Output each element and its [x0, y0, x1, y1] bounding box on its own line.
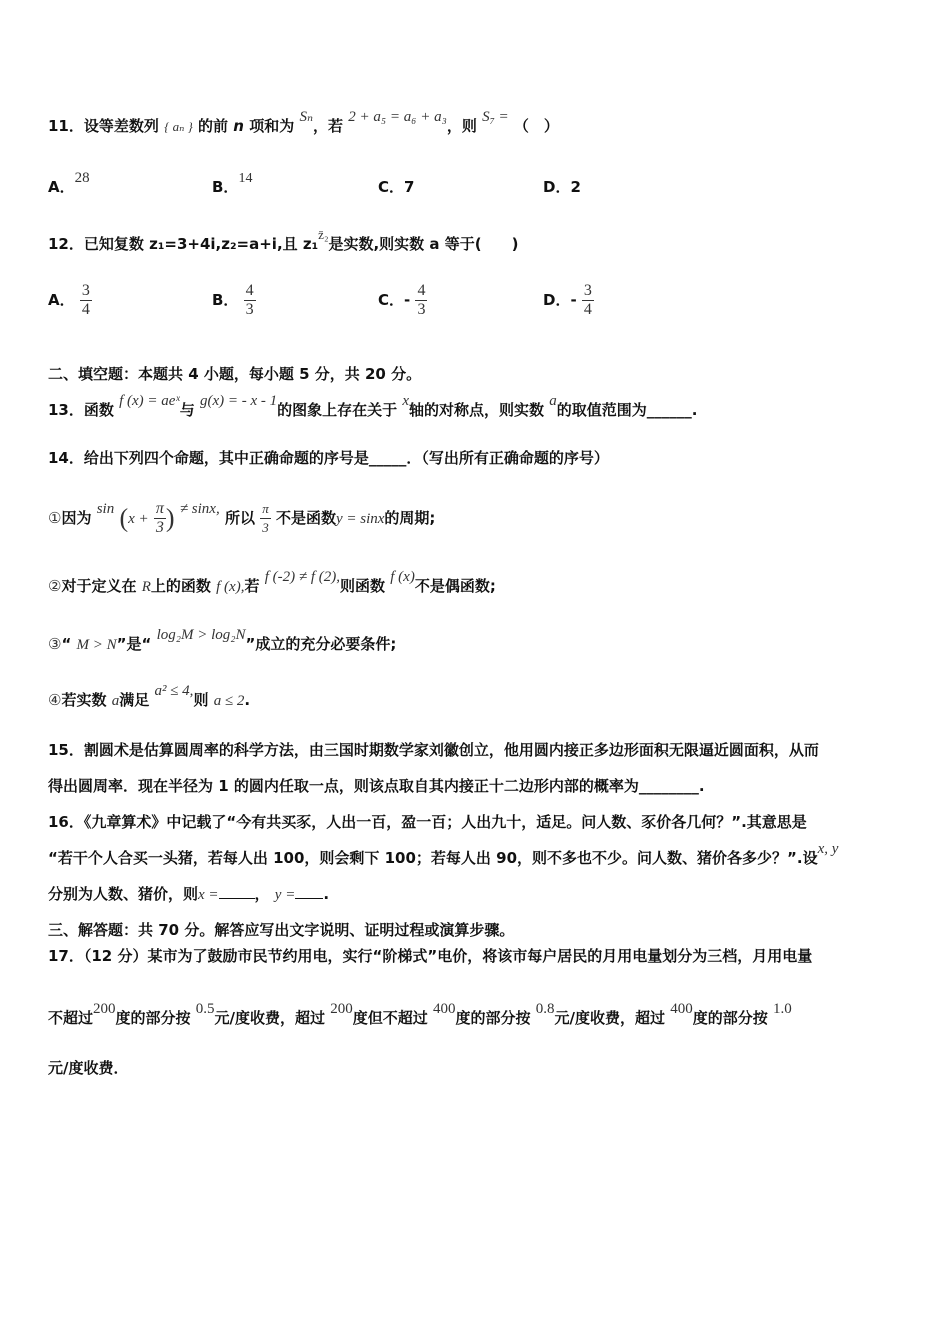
q14-proposition-3: ③“ M > N”是“ log₂M > log₂N”成立的充分必要条件; [48, 627, 397, 653]
q12-option-c: C．- $\frac{4}{3}$ [378, 282, 426, 318]
q13-stem: 13．函数 f (x) = aeˣ与 g(x) = - x - 1的图象上存在关于 x轴的对称点，则实数 a的取值范围为______. [48, 393, 698, 419]
q12-option-b: B． $\frac{4}{3}$ [212, 282, 254, 318]
q16-line-2: “若干个人合买一头猪，若每人出 100，则会剩下 100；若每人出 90，则不多也不少。问人数、猪价各多少？”.设x, y [48, 841, 839, 867]
section-fill-in-heading: 二、填空题：本题共 4 小题，每小题 5 分，共 20 分。 [48, 365, 422, 383]
seq-an: { aₙ } [164, 119, 193, 134]
q12-stem: 12．已知复数 z₁=3+4i,z₂=a+i,且 z₁z̄₂是实数,则实数 a 等于( ) [48, 227, 519, 253]
q11-condition: 2 + a₅ = a₆ + a₃ [348, 109, 447, 125]
q12-option-a: A． $\frac{3}{4}$ [48, 282, 90, 318]
q16-line-3: 分别为人数、猪价，则x = ， y = . [48, 885, 330, 903]
q11-option-c: C．7 [378, 178, 415, 196]
q17-line-1: 17．（12 分）某市为了鼓励市民节约用电，实行“阶梯式”电价，将该市每户居民的月用电量划分为三档，月用电量 [48, 947, 813, 965]
q14-proposition-1: ①因为 sin (x + $\frac{\pi}{3}$ ) ≠ sinx, 所以 $\frac{\pi}{3}$ 不是函数y = sinx的周期; [48, 500, 436, 536]
q16-line-1: 16．《九章算术》中记载了“今有共买豕，人出一百，盈一百；人出九十，适足。问人数、豕价各几何？”.其意思是 [48, 813, 807, 831]
section-solutions-heading: 三、解答题：共 70 分。解答应写出文字说明、证明过程或演算步骤。 [48, 921, 515, 939]
q15-line-1: 15．割圆术是估算圆周率的科学方法，由三国时期数学家刘徽创立，他用圆内接正多边形面积无限逼近圆面积，从而 [48, 741, 819, 759]
q17-line-3: 元/度收费． [48, 1059, 129, 1077]
q15-line-2: 得出圆周率．现在半径为 1 的圆内任取一点，则该点取自其内接正十二边形内部的概率为________. [48, 777, 705, 795]
q11-option-d: D．2 [543, 178, 581, 196]
q11-stem: 11．设等差数列 { aₙ } 的前 n 项和为 Sₙ，若 2 + a₅ = a₆ + a₃，则 S₇ = （ ） [48, 109, 559, 135]
q14-stem: 14．给出下列四个命题，其中正确命题的序号是_____．（写出所有正确命题的序号） [48, 449, 609, 467]
q11-option-b: B．14 [212, 171, 253, 196]
z2-conjugate: z̄₂ [318, 227, 329, 242]
q12-option-d: D．- $\frac{3}{4}$ [543, 282, 592, 318]
q14-proposition-4: ④若实数 a满足 a² ≤ 4,则 a ≤ 2. [48, 683, 251, 709]
q11-option-a: A．28 [48, 170, 90, 196]
q14-proposition-2: ②对于定义在 R上的函数 f (x),若 f (-2) ≠ f (2),则函数 f (x)不是偶函数; [48, 569, 496, 595]
q17-line-2: 不超过200度的部分按 0.5元/度收费，超过 200度但不超过 400度的部分按 0.8元/度收费，超过 400度的部分按 1.0 [48, 1001, 792, 1027]
